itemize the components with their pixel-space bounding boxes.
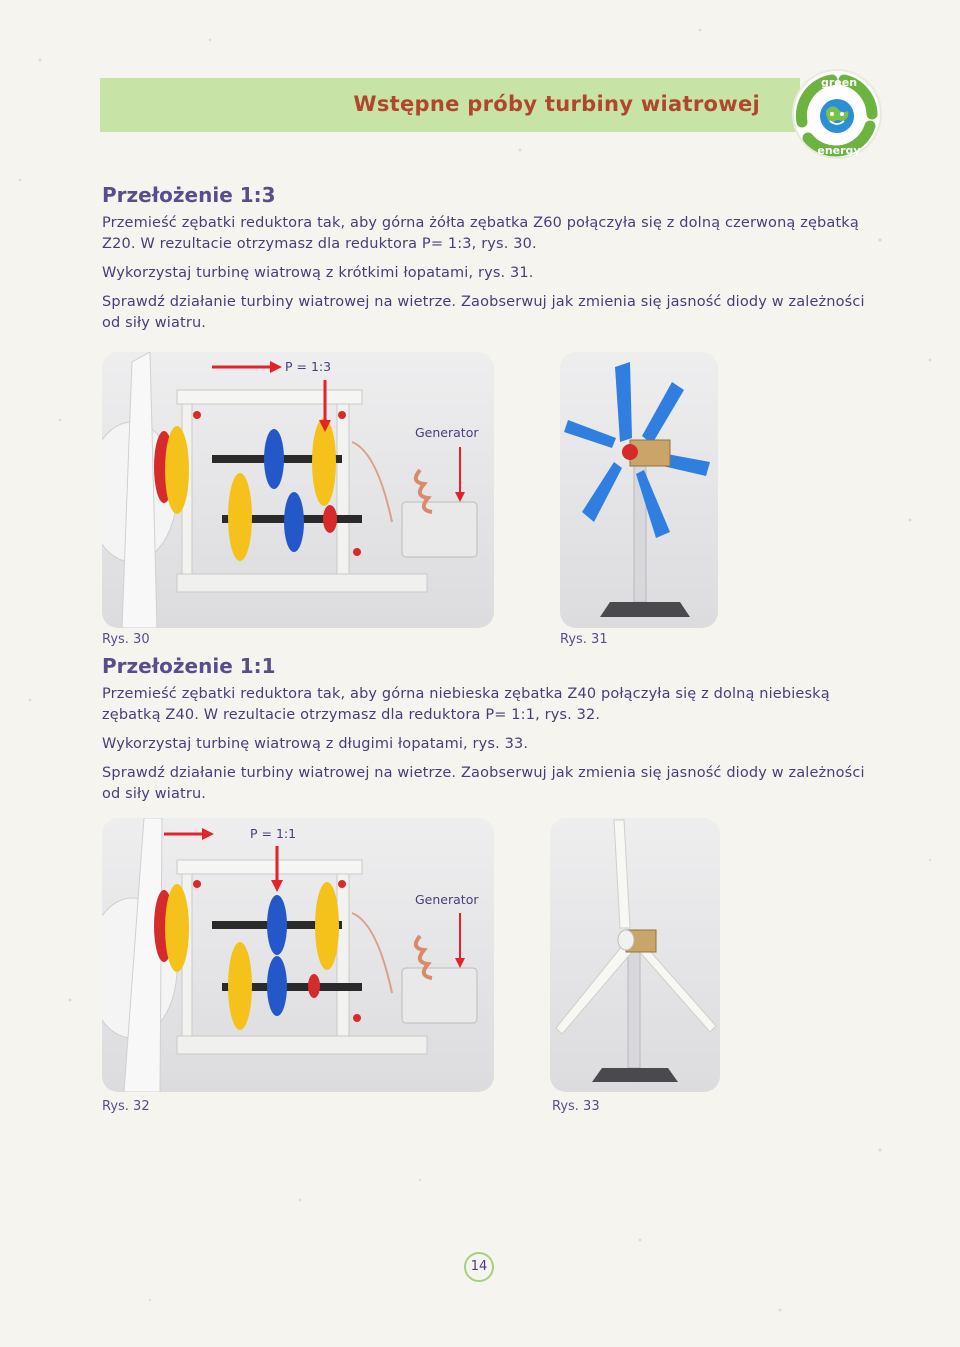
paragraph: Wykorzystaj turbinę wiatrową z krótkimi łopatami, rys. 31. xyxy=(102,265,534,281)
svg-text:green: green xyxy=(820,76,858,89)
page-header-title: Wstępne próby turbiny wiatrowej xyxy=(353,92,760,116)
section-ratio-1-3 xyxy=(102,183,872,342)
svg-text:energy: energy xyxy=(817,144,861,157)
section-title: Przełożenie 1:1 xyxy=(102,654,276,678)
ratio-label: P = 1:3 xyxy=(285,359,332,374)
ratio-label: P = 1:1 xyxy=(250,826,297,841)
photo-gearbox-1-1 xyxy=(102,818,494,1092)
section-title: Przełożenie 1:3 xyxy=(102,183,276,207)
header-band xyxy=(100,78,800,132)
figure-caption: Rys. 31 xyxy=(560,632,608,647)
paragraph: Wykorzystaj turbinę wiatrową z długimi łopatami, rys. 33. xyxy=(102,736,529,752)
generator-label: Generator xyxy=(415,892,479,907)
figure-caption: Rys. 30 xyxy=(102,632,150,647)
photo-short-blade-turbine xyxy=(560,352,718,628)
photo-long-blade-turbine xyxy=(550,818,720,1092)
green-energy-logo xyxy=(784,66,890,162)
globe-icon xyxy=(820,99,854,133)
figure-caption: Rys. 32 xyxy=(102,1099,150,1114)
figure-caption: Rys. 33 xyxy=(552,1099,600,1114)
paragraph: Sprawdź działanie turbiny wiatrowej na wietrze. Zaobserwuj jak zmienia się jasność diody w zależności od siły wiatru. xyxy=(102,294,865,331)
paragraph: Przemieść zębatki reduktora tak, aby górna niebieska zębatka Z40 połączyła się z dolną niebieską zębatką Z40. W rezultacie otrzymasz dla reduktora P= 1:1, rys. 32. xyxy=(102,686,830,723)
page-number: 14 xyxy=(464,1252,494,1282)
paragraph: Sprawdź działanie turbiny wiatrowej na wietrze. Zaobserwuj jak zmienia się jasność diody w zależności od siły wiatru. xyxy=(102,765,865,802)
generator-label: Generator xyxy=(415,425,479,440)
paragraph: Przemieść zębatki reduktora tak, aby górna żółta zębatka Z60 połączyła się z dolną czerwoną zębatką Z20. W rezultacie otrzymasz dla reduktora P= 1:3, rys. 30. xyxy=(102,215,859,252)
photo-gearbox-1-3 xyxy=(102,352,494,628)
section-ratio-1-1 xyxy=(102,654,872,813)
